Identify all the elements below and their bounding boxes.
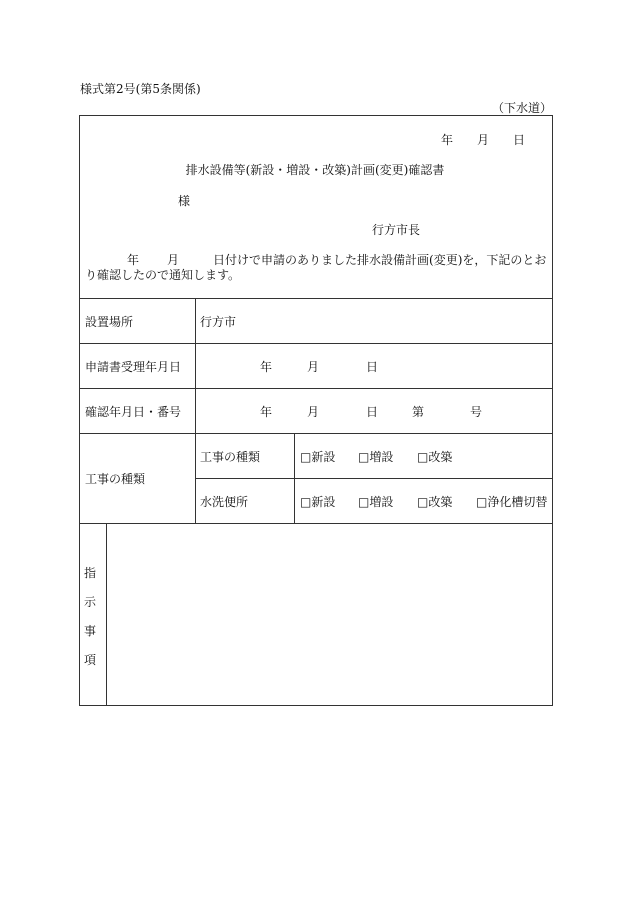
location-label: 設置場所 bbox=[85, 315, 134, 329]
receipt-day: 日 bbox=[366, 360, 379, 374]
divider bbox=[79, 523, 553, 524]
checkbox-option-renovation[interactable]: □改築 bbox=[417, 450, 453, 464]
instructions-label-char: 指 bbox=[84, 566, 97, 580]
confirmation-month: 月 bbox=[307, 405, 320, 419]
divider bbox=[79, 388, 553, 389]
checkbox-option-septic-switch[interactable]: □浄化槽切替 bbox=[476, 495, 548, 509]
checkbox-option-expansion[interactable]: □増設 bbox=[358, 495, 394, 509]
location-value: 行方市 bbox=[200, 315, 237, 329]
notice-date-day: 日 bbox=[513, 133, 526, 147]
column-divider bbox=[106, 523, 107, 706]
instructions-label-char: 項 bbox=[84, 653, 97, 667]
checkbox-option-new[interactable]: □新設 bbox=[300, 450, 336, 464]
divider bbox=[195, 478, 553, 479]
instructions-content-area[interactable] bbox=[112, 530, 548, 700]
confirmation-number-suffix: 号 bbox=[470, 405, 483, 419]
flush-toilet-row-label: 水洗便所 bbox=[200, 495, 249, 509]
receipt-month: 月 bbox=[307, 360, 320, 374]
notice-body bbox=[85, 253, 549, 283]
column-divider bbox=[294, 433, 295, 523]
divider bbox=[79, 298, 553, 299]
divider bbox=[79, 343, 553, 344]
receipt-date-label: 申請書受理年月日 bbox=[85, 360, 182, 374]
recipient-suffix: 様 bbox=[178, 194, 191, 208]
form-number-label: 様式第2号(第5条関係) bbox=[80, 82, 201, 96]
confirmation-number-prefix: 第 bbox=[412, 405, 425, 419]
divider bbox=[79, 433, 553, 434]
category-label: （下水道） bbox=[491, 101, 552, 115]
checkbox-option-expansion[interactable]: □増設 bbox=[358, 450, 394, 464]
notice-body-year: 年 bbox=[127, 253, 140, 267]
column-divider bbox=[195, 298, 196, 523]
issuer-name: 行方市長 bbox=[372, 223, 421, 237]
document-title: 排水設備等(新設・増設・改築)計画(変更)確認書 bbox=[185, 163, 445, 177]
checkbox-option-renovation[interactable]: □改築 bbox=[417, 495, 453, 509]
notice-date-year: 年 bbox=[441, 133, 454, 147]
confirmation-year: 年 bbox=[260, 405, 273, 419]
checkbox-option-new[interactable]: □新設 bbox=[300, 495, 336, 509]
work-type-label: 工事の種類 bbox=[85, 472, 146, 486]
notice-body-text: 日付けで申請のありました排水設備計画(変更)を，下記のとおり確認したので通知します。 bbox=[85, 253, 547, 282]
instructions-label-char: 示 bbox=[84, 595, 97, 609]
receipt-year: 年 bbox=[260, 360, 273, 374]
notice-date-month: 月 bbox=[477, 133, 490, 147]
confirmation-label: 確認年月日・番号 bbox=[85, 405, 182, 419]
notice-body-month: 月 bbox=[167, 253, 180, 267]
work-type-row-label: 工事の種類 bbox=[200, 450, 261, 464]
instructions-label-char: 事 bbox=[84, 624, 97, 638]
confirmation-day: 日 bbox=[366, 405, 379, 419]
